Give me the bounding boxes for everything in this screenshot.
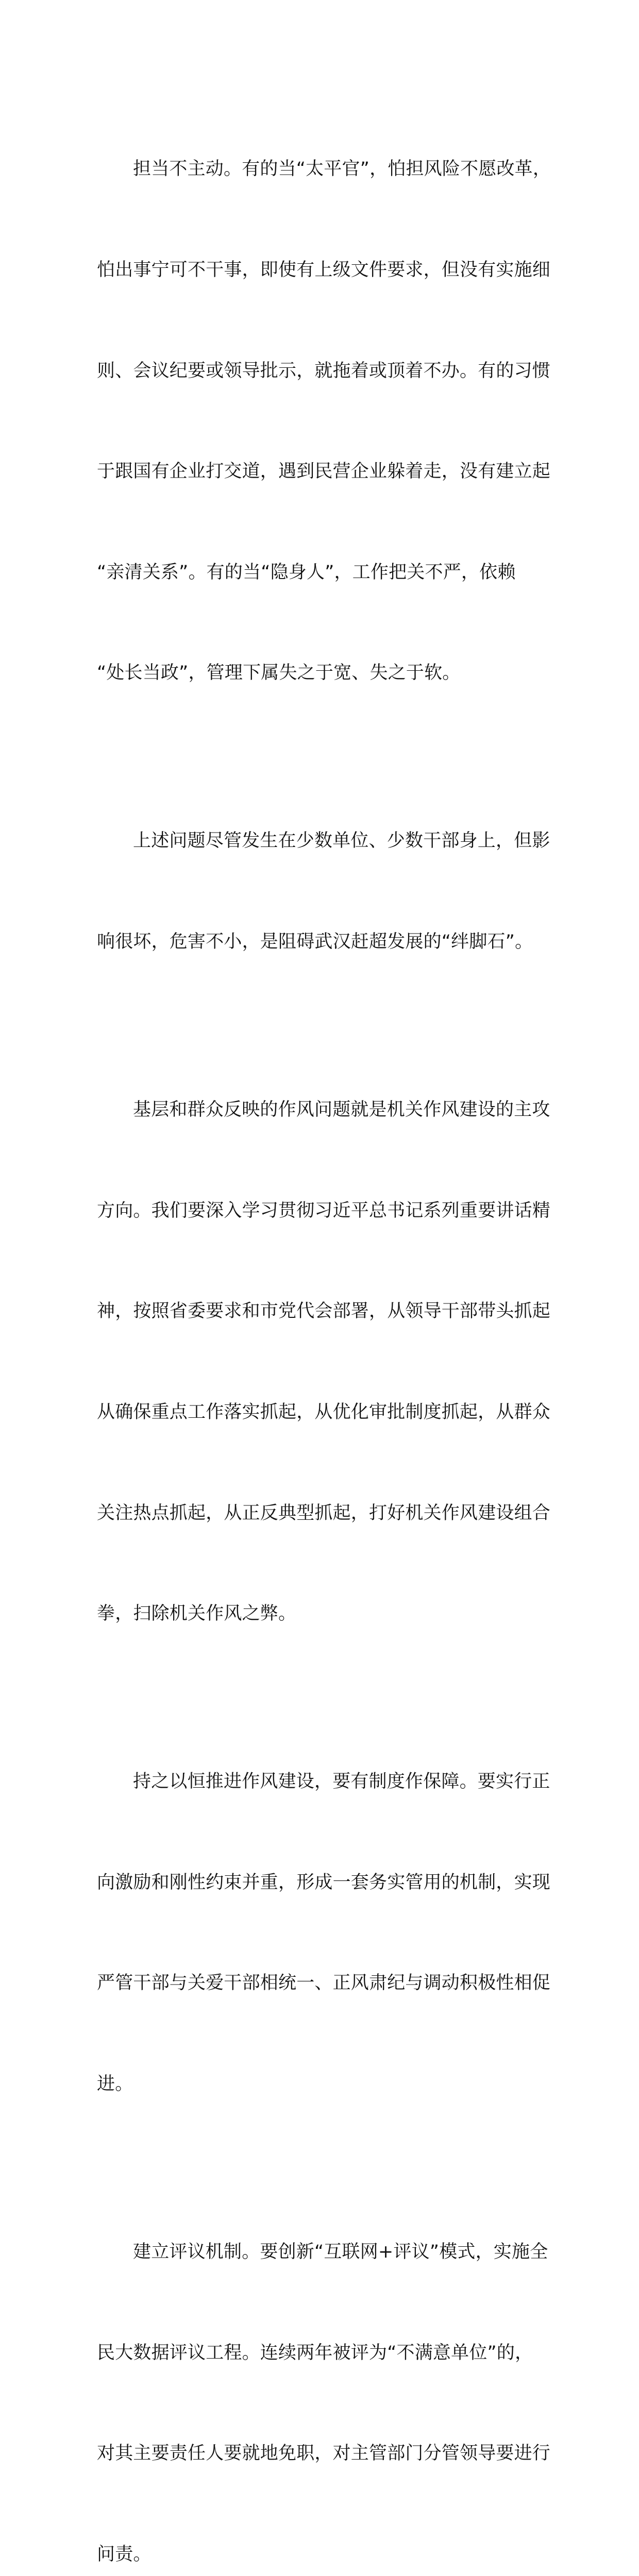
text-line: 担当不主动。有的当“太平官”，怕担风险不愿改革， [133, 159, 551, 180]
text-line: 问责。 [97, 2544, 152, 2565]
text-line: 关注热点抓起，从正反典型抓起，打好机关作风建设组合 [97, 1502, 551, 1523]
text-line: 拳，扫除机关作风之弊。 [97, 1603, 297, 1624]
text-line: 持之以恒推进作风建设，要有制度作保障。要实行正 [133, 1771, 550, 1792]
text-line: 向激励和刚性约束并重，形成一套务实管用的机制，实现 [97, 1872, 551, 1893]
text-line: 于跟国有企业打交道，遇到民营企业躲着走，没有建立起 [97, 461, 551, 482]
text-line: “亲清关系”。有的当“隐身人”，工作把关不严，依赖 [97, 562, 516, 583]
text-line: 进。 [97, 2073, 133, 2094]
text-line: 响很坏，危害不小，是阻碍武汉赶超发展的“绊脚石”。 [97, 931, 533, 953]
paragraph-2 [97, 757, 550, 1026]
text-line: 建立评议机制。要创新“互联网+评议”模式，实施全 [133, 2242, 548, 2262]
text-line: 神，按照省委要求和市党代会部署，从领导干部带头抓起 [97, 1301, 551, 1322]
text-line: 对其主要责任人要就地免职，对主管部门分管领导要进行 [97, 2443, 551, 2464]
text-line: 严管干部与关爱干部相统一、正风肃纪与调动积极性相促 [97, 1973, 551, 1994]
text-line: “处长当政”，管理下属失之于宽、失之于软。 [97, 663, 461, 684]
paragraph-5 [97, 2168, 551, 2576]
paragraph-4 [97, 1698, 551, 2168]
text-line: 从确保重点工作落实抓起，从优化审批制度抓起，从群众 [97, 1401, 551, 1422]
text-line: 民大数据评议工程。连续两年被评为“不满意单位”的， [97, 2342, 533, 2363]
text-line: 怕出事宁可不干事，即使有上级文件要求，但没有实施细 [97, 260, 551, 281]
text-line: 基层和群众反映的作风问题就是机关作风建设的主攻 [133, 1099, 550, 1121]
paragraph-1 [97, 86, 551, 757]
document-body [97, 86, 551, 2576]
text-line: 方向。我们要深入学习贯彻习近平总书记系列重要讲话精 [97, 1200, 551, 1221]
text-line: 则、会议纪要或领导批示，就拖着或顶着不办。有的习惯 [97, 360, 551, 381]
paragraph-3 [97, 1026, 551, 1698]
text-line: 上述问题尽管发生在少数单位、少数干部身上，但影 [133, 831, 550, 852]
